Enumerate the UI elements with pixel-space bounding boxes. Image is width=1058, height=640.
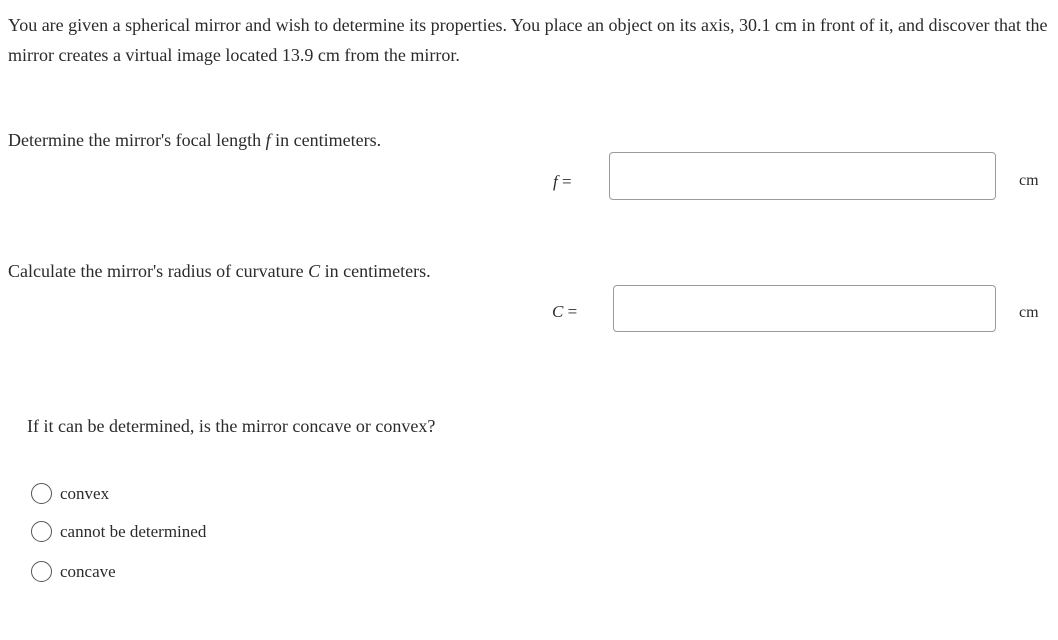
focal-length-label xyxy=(553,172,572,192)
radio-convex[interactable] xyxy=(31,483,52,504)
focal-length-question xyxy=(8,130,381,151)
radius-unit: cm xyxy=(1019,304,1039,321)
radio-concave[interactable] xyxy=(31,561,52,582)
problem-statement: You are given a spherical mirror and wish to determine its properties. You place an object on its axis, 30.1 cm in front of it, and discover that the mirror creates a virtual image located 13.9 cm from the mirror. xyxy=(8,15,1048,65)
focal-length-eq-sign: = xyxy=(557,172,572,191)
option-convex-label: convex xyxy=(60,483,110,503)
focal-length-eq-symbol: f xyxy=(553,172,558,191)
option-cannot-be-determined-label: cannot be determined xyxy=(60,521,207,541)
radius-eq-symbol: C xyxy=(552,302,564,321)
focal-length-unit: cm xyxy=(1019,172,1039,189)
option-concave-label: concave xyxy=(60,561,116,581)
radius-question-suffix: in centimeters. xyxy=(320,261,431,281)
focal-length-question-suffix: in centimeters. xyxy=(270,130,382,150)
radio-cannot-be-determined[interactable] xyxy=(31,521,52,542)
radius-question-text: Calculate the mirror's radius of curvature xyxy=(8,261,309,281)
focal-length-question-text: Determine the mirror's focal length xyxy=(8,130,266,150)
radius-symbol: C xyxy=(308,261,321,281)
option-convex[interactable] xyxy=(31,483,109,504)
radius-label xyxy=(552,302,577,322)
radius-eq-sign: = xyxy=(563,302,578,321)
radius-input[interactable] xyxy=(613,285,996,332)
option-concave[interactable] xyxy=(31,561,116,582)
focal-length-symbol: f xyxy=(265,130,271,150)
focal-length-input[interactable] xyxy=(609,152,996,200)
radius-question xyxy=(8,261,431,282)
mirror-type-question: If it can be determined, is the mirror concave or convex? xyxy=(27,416,436,436)
option-cannot-be-determined[interactable] xyxy=(31,521,206,542)
